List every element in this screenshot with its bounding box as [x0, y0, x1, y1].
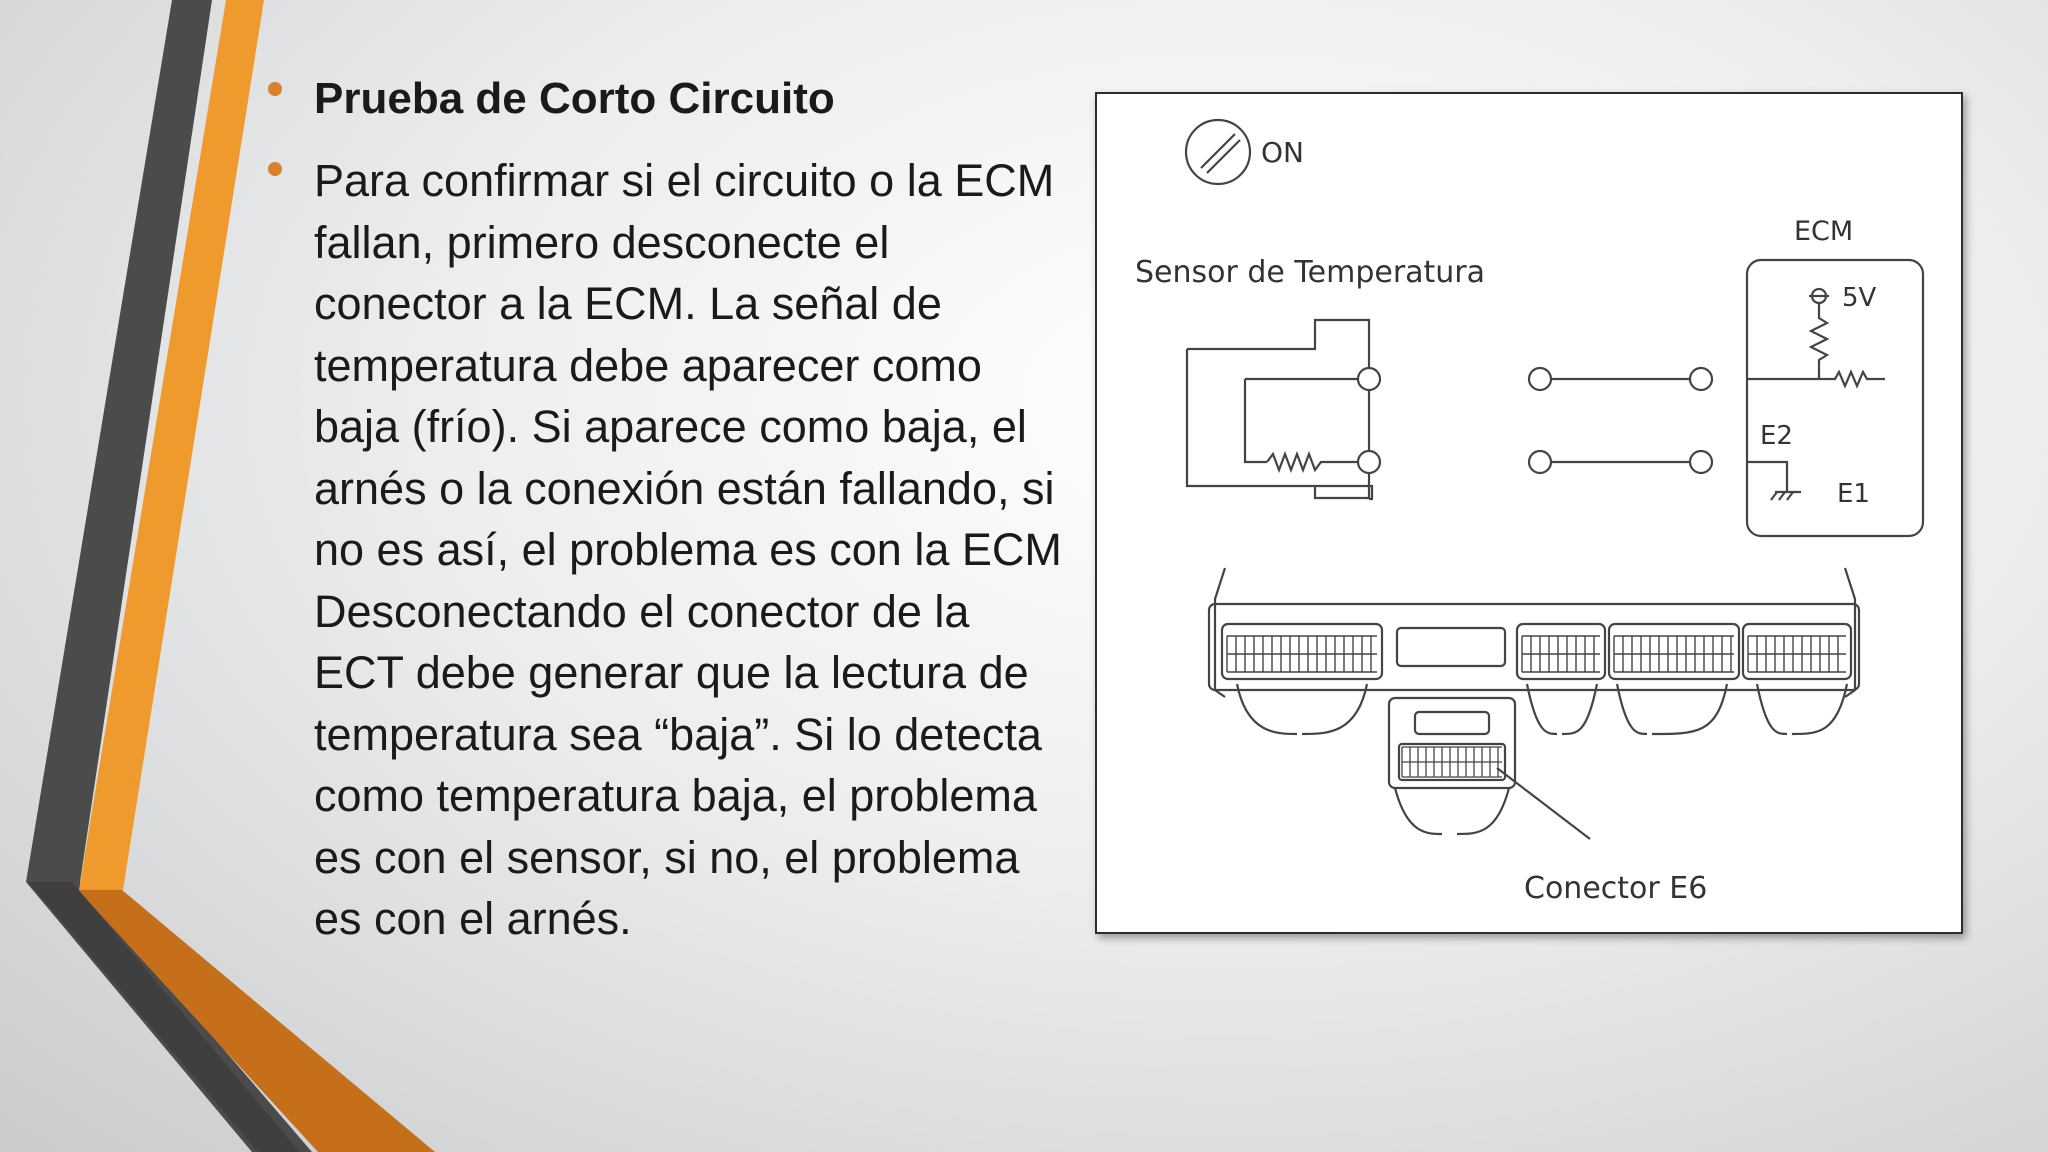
heading-text: Prueba de Corto Circuito: [314, 74, 835, 123]
ecm-label: ECM: [1794, 216, 1854, 247]
circuit-diagram-svg: [1097, 94, 1961, 932]
e1-label: E1: [1837, 479, 1870, 509]
connector-e6-label: Conector E6: [1524, 871, 1708, 906]
circuit-diagram: [1095, 92, 1963, 934]
ecm-connector-block: [1209, 568, 1859, 697]
bullet-heading: [268, 70, 1068, 128]
ignition-switch-icon: [1186, 120, 1250, 184]
sensor-housing: [1187, 349, 1372, 499]
e2-label: E2: [1760, 421, 1793, 451]
bullet-body: [268, 150, 1068, 950]
voltage-label: 5V: [1842, 283, 1877, 313]
ecm-box: [1747, 260, 1923, 536]
sensor-terminal-top: [1358, 368, 1380, 390]
slide-bullets: [268, 70, 1068, 950]
bullet-dot: [268, 82, 282, 96]
sensor-terminal-bottom: [1358, 451, 1380, 473]
ignition-label: ON: [1261, 136, 1304, 169]
sensor-resistor: [1267, 454, 1359, 470]
body-text: Para confirmar si el circuito o la ECM fallan, primero desconecte el conector a la ECM. La señal de temperatura debe aparecer como baja (frío). Si aparece como baja, el arnés o la conexión están fallando, si no es así, el problema es con la ECM Desconectando el conector de la ECT debe generar que la lectura de temperatura sea “baja”. Si lo detecta como temperatura baja, el problema es con el sensor, si no, el problema es con el arnés.: [314, 155, 1062, 944]
ecm-pullup-resistor: [1811, 303, 1827, 379]
bullet-dot: [268, 162, 282, 176]
sensor-label: Sensor de Temperatura: [1135, 255, 1486, 290]
